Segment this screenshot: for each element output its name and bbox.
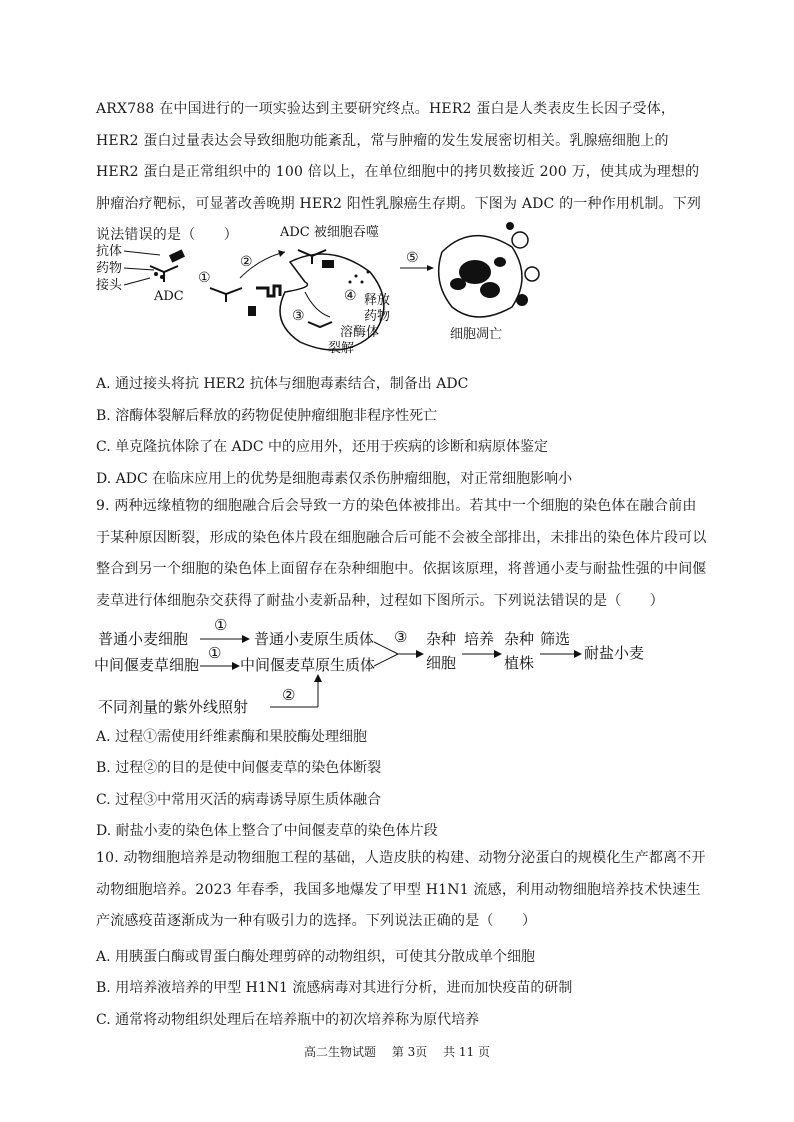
label-lysosome-2: 裂解 (328, 341, 355, 356)
grass-cell-label: 中间偃麦草细胞 (94, 656, 200, 674)
hybrid-plant-line2: 植株 (504, 654, 535, 672)
screen-label: 筛选 (540, 630, 571, 648)
q8-option-a[interactable]: A. 通过接头将抗 HER2 抗体与细胞毒素结合，制备出 ADC (96, 376, 469, 392)
label-linker: 接头 (96, 278, 123, 293)
step-5-label: ⑤ (406, 250, 419, 266)
wheat-cell-label: 普通小麦细胞 (98, 630, 189, 648)
label-release-2: 药物 (364, 309, 391, 324)
q8-option-c[interactable]: C. 单克隆抗体除了在 ADC 中的应用外，还用于疾病的诊断和病原体鉴定 (96, 439, 549, 455)
q8-option-b[interactable]: B. 溶酶体裂解后释放的药物促使肿瘤细胞非程序性死亡 (96, 408, 438, 424)
grass-protoplast-label: 中间偃麦草原生质体 (240, 656, 376, 674)
label-antibody: 抗体 (96, 244, 123, 259)
step-1-label: ① (198, 270, 211, 286)
q9-option-a[interactable]: A. 过程①需使用纤维素酶和果胶酶处理细胞 (96, 729, 368, 745)
label-adc: ADC (154, 289, 184, 304)
q9-option-c[interactable]: C. 过程③中常用灭活的病毒诱导原生质体融合 (96, 792, 382, 808)
footer-page: 第 3页 (391, 1045, 428, 1059)
q10-option-b[interactable]: B. 用培养液培养的甲型 H1N1 流感病毒对其进行分析，进而加快疫苗的研制 (96, 980, 573, 996)
footer-total: 共 11 页 (443, 1045, 491, 1059)
culture-label: 培养 (464, 630, 495, 648)
page-footer (0, 1043, 794, 1060)
adc-mechanism-figure (90, 222, 550, 357)
hybrid-plant-line1: 杂种 (504, 630, 535, 648)
apoptotic-cell-icon (439, 222, 539, 317)
label-release-1: 释放 (364, 293, 391, 308)
step-4-label: ④ (344, 288, 357, 304)
step-3-label: ③ (292, 308, 305, 324)
q10-option-c[interactable]: C. 通常将动物组织处理后在培养瓶中的初次培养称为原代培养 (96, 1012, 480, 1028)
uv-label: 不同剂量的紫外线照射 (98, 698, 249, 716)
footer-subject: 高二生物试题 (303, 1045, 376, 1059)
hybridization-flow-figure (94, 614, 654, 720)
step-2-label: ② (282, 686, 296, 704)
question-8-stem: ARX788 在中国进行的一项实验达到主要研究终点。HER2 蛋白是人类表皮生长因子受体，HER2 蛋白过量表达会导致细胞功能紊乱，常与肿瘤的发生发展密切相关。乳腺癌细胞上的 HER2 蛋白是正常组织中的 100 倍以上，在单位细胞中的拷贝数接近 200 万，使其成为理想的肿瘤治疗靶标，可显著改善晚期 HER2 阳性乳腺癌生存期。下图为 ADC 的一种作用机制。下列说法错误的是（ ） (96, 101, 702, 243)
step-3-label: ③ (394, 628, 408, 646)
step-1-top: ① (214, 616, 228, 634)
label-engulfed: ADC 被细胞吞噬 (280, 225, 379, 240)
step-2-label: ② (240, 254, 253, 270)
result-label: 耐盐小麦 (584, 644, 645, 662)
q9-option-b[interactable]: B. 过程②的目的是使中间偃麦草的染色体断裂 (96, 760, 382, 776)
label-apoptosis: 细胞凋亡 (450, 327, 503, 342)
label-lysosome-1: 溶酶体 (340, 325, 380, 340)
q8-option-d[interactable]: D. ADC 在临床应用上的优势是细胞毒素仅杀伤肿瘤细胞，对正常细胞影响小 (96, 471, 573, 487)
q10-option-a[interactable]: A. 用胰蛋白酶或胃蛋白酶处理剪碎的动物组织，可使其分散成单个细胞 (96, 949, 536, 965)
question-10-stem: 10. 动物细胞培养是动物细胞工程的基础，人造皮肤的构建、动物分泌蛋白的规模化生产都离不开动物细胞培养。2023 年春季，我国多地爆发了甲型 H1N1 流感，利用动物细胞培养技术快速生产流感疫苗逐渐成为一种有吸引力的选择。下列说法正确的是（ ） (96, 850, 706, 929)
wheat-protoplast-label: 普通小麦原生质体 (254, 630, 375, 648)
q9-option-d[interactable]: D. 耐盐小麦的染色体上整合了中间偃麦草的染色体片段 (96, 823, 438, 839)
question-9-stem: 9. 两种远缘植物的细胞融合后会导致一方的染色体被排出。若其中一个细胞的染色体在融合前由于某种原因断裂，形成的染色体片段在细胞融合后可能不会被全部排出，未排出的染色体片段可以整合到另一个细胞的染色体上面留存在杂种细胞中。依据该原理，将普通小麦与耐盐性强的中间偃麦草进行体细胞杂交获得了耐盐小麦新品种，过程如下图所示。下列说法错误的是（ ） (96, 498, 707, 609)
step-1-bottom: ① (208, 644, 222, 662)
label-drug: 药物 (96, 261, 123, 276)
hybrid-cell-line2: 细胞 (426, 654, 457, 672)
hybrid-cell-line1: 杂种 (426, 630, 457, 648)
